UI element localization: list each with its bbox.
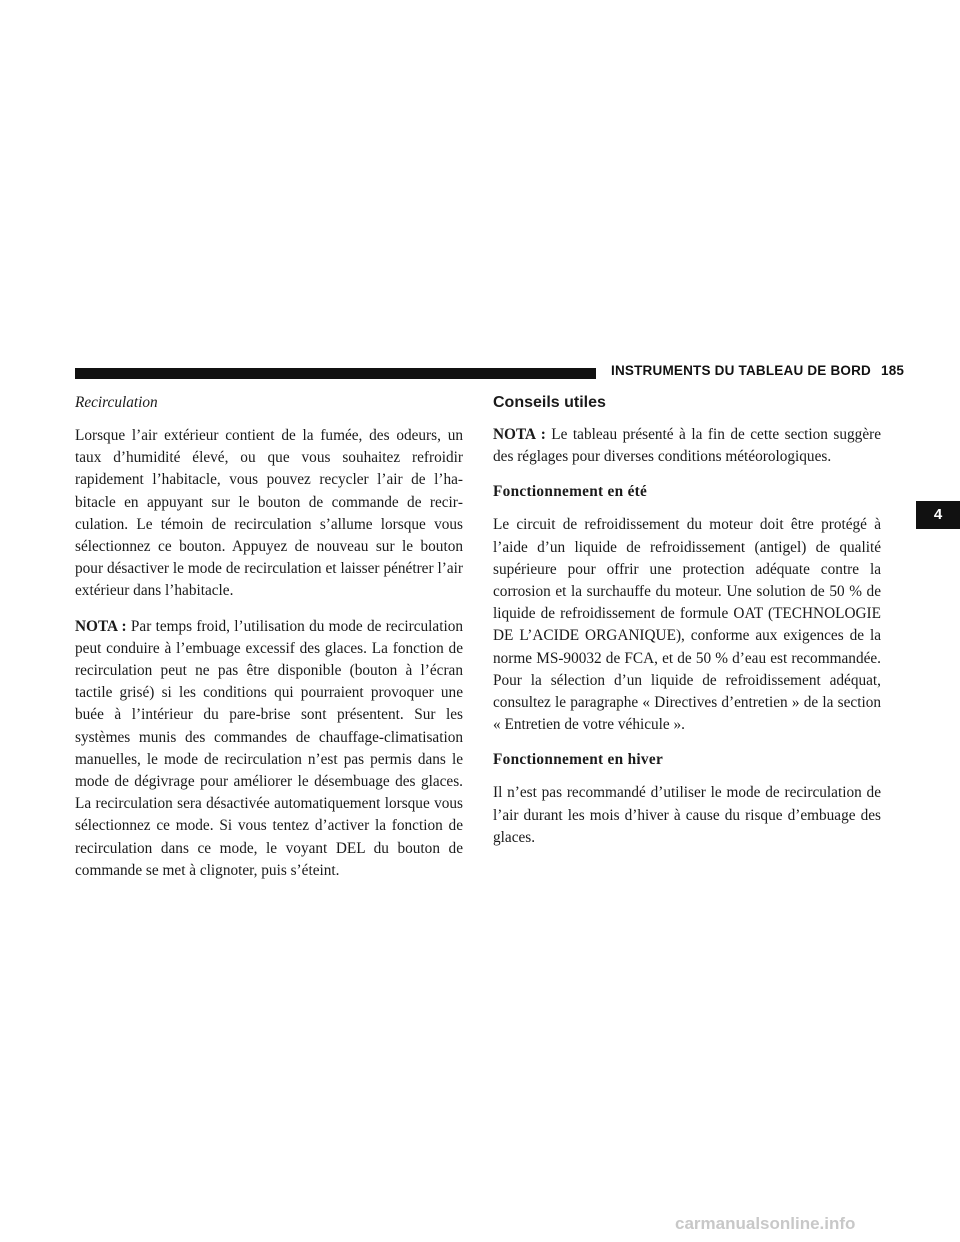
right-column [493,392,881,862]
summer-heading: Fonctionnement en été [493,483,648,501]
note-text: Le tableau présenté à la fin de cette section suggère des réglages pour diverses conditions météorologiques. [493,426,882,466]
note-text: Par temps froid, l’utilisation du mode de recirculation peut conduire à l’embuage excessif des glaces. La fonction de recirculation peut ne pas être disponible (bouton à l’écran tactile grisé) si les conditions qui pourraient provoquer une buée à l’intérieur du pare-brise sont présentent. Sur les systèmes munis des commandes de chauffage-climatisation manuelles, le mode de recirculation n’est pas permis dans le mode de dégivrage pour améliorer le désembuage des glaces. La recirculation sera désactivée automatiquement lorsque vous sélectionnez ce mode. Si vous tentez d’activer la fonction de recirculation dans ce mode, le voyant DEL du bouton de commande se met à clignoter, puis s’éteint. [75,617,463,879]
watermark: carmanualsonline.info [675,1214,856,1233]
chapter-tab: 4 [916,501,960,529]
header-title: INSTRUMENTS DU TABLEAU DE BORD [611,363,871,378]
winter-heading: Fonctionnement en hiver [493,751,664,769]
summer-paragraph: Le circuit de refroidissement du moteur doit être protégé à l’aide d’un liquide de refroidissement (antigel) de qualité supérieure pour offrir une protection adéquate contre la corrosion et la surchauffe du moteur. Une solution de 50 % de liquide de refroidissement de formule OAT (TECHNOLOGIE DE L’ACIDE ORGANIQUE), conforme aux exigences de la norme MS-90032 de FCA, et de 50 % d’eau est recommandée. Pour la sélection d’un liquide de refroidissement adéquat, consultez le paragraphe « Directives d’entretien » de la section « Entretien de votre véhicule ». [493,516,881,734]
note-label: NOTA : [493,426,546,443]
tips-note [493,424,881,468]
section-title: Conseils utiles [493,394,606,411]
page-number: 185 [881,363,905,378]
note-label: NOTA : [75,617,127,635]
header-rule [75,368,596,379]
recirculation-paragraph: Lorsque l’air extérieur contient de la fumée, des odeurs, un taux d’humidité élevé, ou que vous souhaitez refroidir rapidement l’habitacle, vous pouvez recycler l’air de l’habitacle en appuyant sur le bouton de commande de recirculation. Le témoin de recirculation s’allume lorsque vous sélectionnez ce bouton. Appuyez de nouveau sur le bouton pour désactiver le mode de recirculation et laisser pénétrer l’air extérieur dans l’habitacle. [75,427,463,600]
running-header [611,363,904,378]
left-column [75,392,463,895]
winter-paragraph: Il n’est pas recommandé d’utiliser le mode de recirculation de l’air durant les mois d’hiver à cause du risque d’embuage des glaces. [493,784,881,846]
recirculation-note [75,616,463,882]
recirculation-heading: Recirculation [75,394,158,411]
